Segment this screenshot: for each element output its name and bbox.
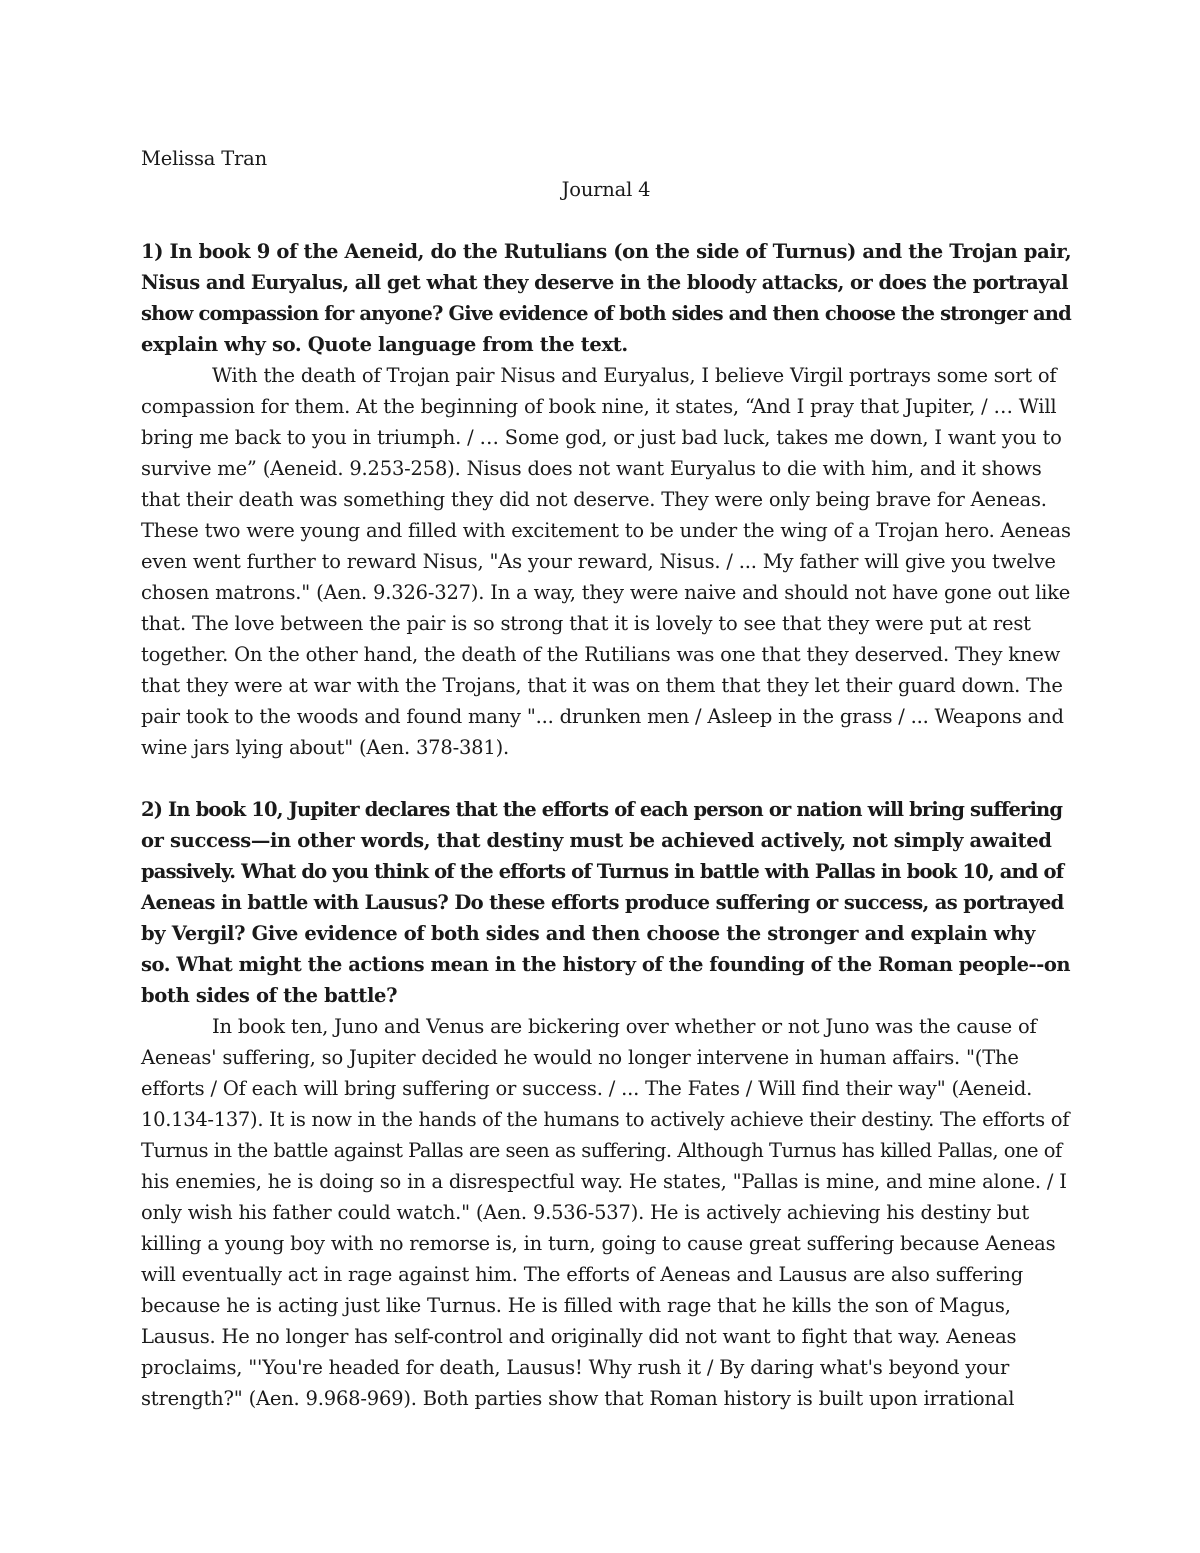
question-2-line: Aeneas in battle with Lausus? Do these efforts produce suffering or success, as portrayed (141, 891, 1064, 914)
question-1-line: explain why so. Quote language from the text. (141, 333, 628, 356)
question-1-line: show compassion for anyone? Give evidence of both sides and then choose the stronger and (141, 302, 1071, 325)
answer-2-line: Lausus. He no longer has self-control and originally did not want to fight that way. Aeneas (141, 1325, 1017, 1348)
answer-1-line: wine jars lying about" (Aen. 378-381). (141, 736, 509, 759)
answer-1 (141, 360, 1071, 763)
question-2-line: or success—in other words, that destiny must be achieved actively, not simply awaited (141, 829, 1052, 852)
answer-2-line: proclaims, "'You're headed for death, Lausus! Why rush it / By daring what's beyond your (141, 1356, 1010, 1379)
answer-2-line: only wish his father could watch." (Aen. 9.536-537). He is actively achieving his destiny but (141, 1201, 1030, 1224)
question-1 (141, 236, 1071, 360)
question-2-line: by Vergil? Give evidence of both sides and then choose the stronger and explain why (141, 922, 1035, 945)
question-2-line: passively. What do you think of the efforts of Turnus in battle with Pallas in book 10, and of (141, 860, 1064, 883)
spacer (141, 205, 1071, 236)
answer-2-line: In book ten, Juno and Venus are bickering over whether or not Juno was the cause of (212, 1015, 1037, 1038)
answer-2-line: efforts / Of each will bring suffering or success. / ... The Fates / Will find their way" (Aeneid. (141, 1077, 1033, 1100)
answer-2-line: because he is acting just like Turnus. He is filled with rage that he kills the son of Magus, (141, 1294, 1011, 1317)
answer-1-line: chosen matrons." (Aen. 9.326-327). In a way, they were naive and should not have gone out like (141, 581, 1071, 604)
answer-1-line: These two were young and filled with excitement to be under the wing of a Trojan hero. Aeneas (141, 519, 1071, 542)
document-title: Journal 4 (561, 178, 651, 201)
answer-2-line: strength?" (Aen. 9.968-969). Both parties show that Roman history is built upon irrational (141, 1387, 1015, 1410)
author-name: Melissa Tran (141, 147, 267, 170)
answer-2-line: 10.134-137). It is now in the hands of the humans to actively achieve their destiny. The efforts of (141, 1108, 1070, 1131)
answer-2-line: Turnus in the battle against Pallas are seen as suffering. Although Turnus has killed Pallas, one of (141, 1139, 1062, 1162)
question-1-line: Nisus and Euryalus, all get what they deserve in the bloody attacks, or does the portrayal (141, 271, 1068, 294)
answer-1-line: that their death was something they did not deserve. They were only being brave for Aeneas. (141, 488, 1047, 511)
answer-1-line: bring me back to you in triumph. / … Some god, or just bad luck, takes me down, I want you to (141, 426, 1062, 449)
document-body (141, 143, 1071, 1414)
answer-1-line: With the death of Trojan pair Nisus and Euryalus, I believe Virgil portrays some sort of (212, 364, 1057, 387)
question-2 (141, 794, 1071, 1011)
answer-2-line: Aeneas' suffering, so Jupiter decided he would no longer intervene in human affairs. "(The (141, 1046, 1019, 1069)
question-2-line: so. What might the actions mean in the history of the founding of the Roman people--on (141, 953, 1071, 976)
question-2-line: both sides of the battle? (141, 984, 398, 1007)
answer-2-line: his enemies, he is doing so in a disrespectful way. He states, "Pallas is mine, and mine alone. / I (141, 1170, 1067, 1193)
answer-2-line: killing a young boy with no remorse is, in turn, going to cause great suffering because Aeneas (141, 1232, 1056, 1255)
answer-2 (141, 1011, 1071, 1414)
answer-1-line: even went further to reward Nisus, "As your reward, Nisus. / ... My father will give you twelve (141, 550, 1056, 573)
question-1-line: 1) In book 9 of the Aeneid, do the Rutulians (on the side of Turnus) and the Trojan pair, (141, 240, 1072, 263)
answer-1-line: together. On the other hand, the death of the Rutilians was one that they deserved. They knew (141, 643, 1061, 666)
spacer (141, 763, 1071, 794)
answer-2-line: will eventually act in rage against him. The efforts of Aeneas and Lausus are also suffering (141, 1263, 1024, 1286)
answer-1-line: compassion for them. At the beginning of book nine, it states, “And I pray that Jupiter, / … Will (141, 395, 1057, 418)
answer-1-line: survive me” (Aeneid. 9.253-258). Nisus does not want Euryalus to die with him, and it shows (141, 457, 1042, 480)
answer-1-line: pair took to the woods and found many "... drunken men / Asleep in the grass / ... Weapons and (141, 705, 1064, 728)
answer-1-line: that. The love between the pair is so strong that it is lovely to see that they were put at rest (141, 612, 1031, 635)
question-2-line: 2) In book 10, Jupiter declares that the efforts of each person or nation will bring suffering (141, 798, 1063, 821)
answer-1-line: that they were at war with the Trojans, that it was on them that they let their guard down. The (141, 674, 1063, 697)
